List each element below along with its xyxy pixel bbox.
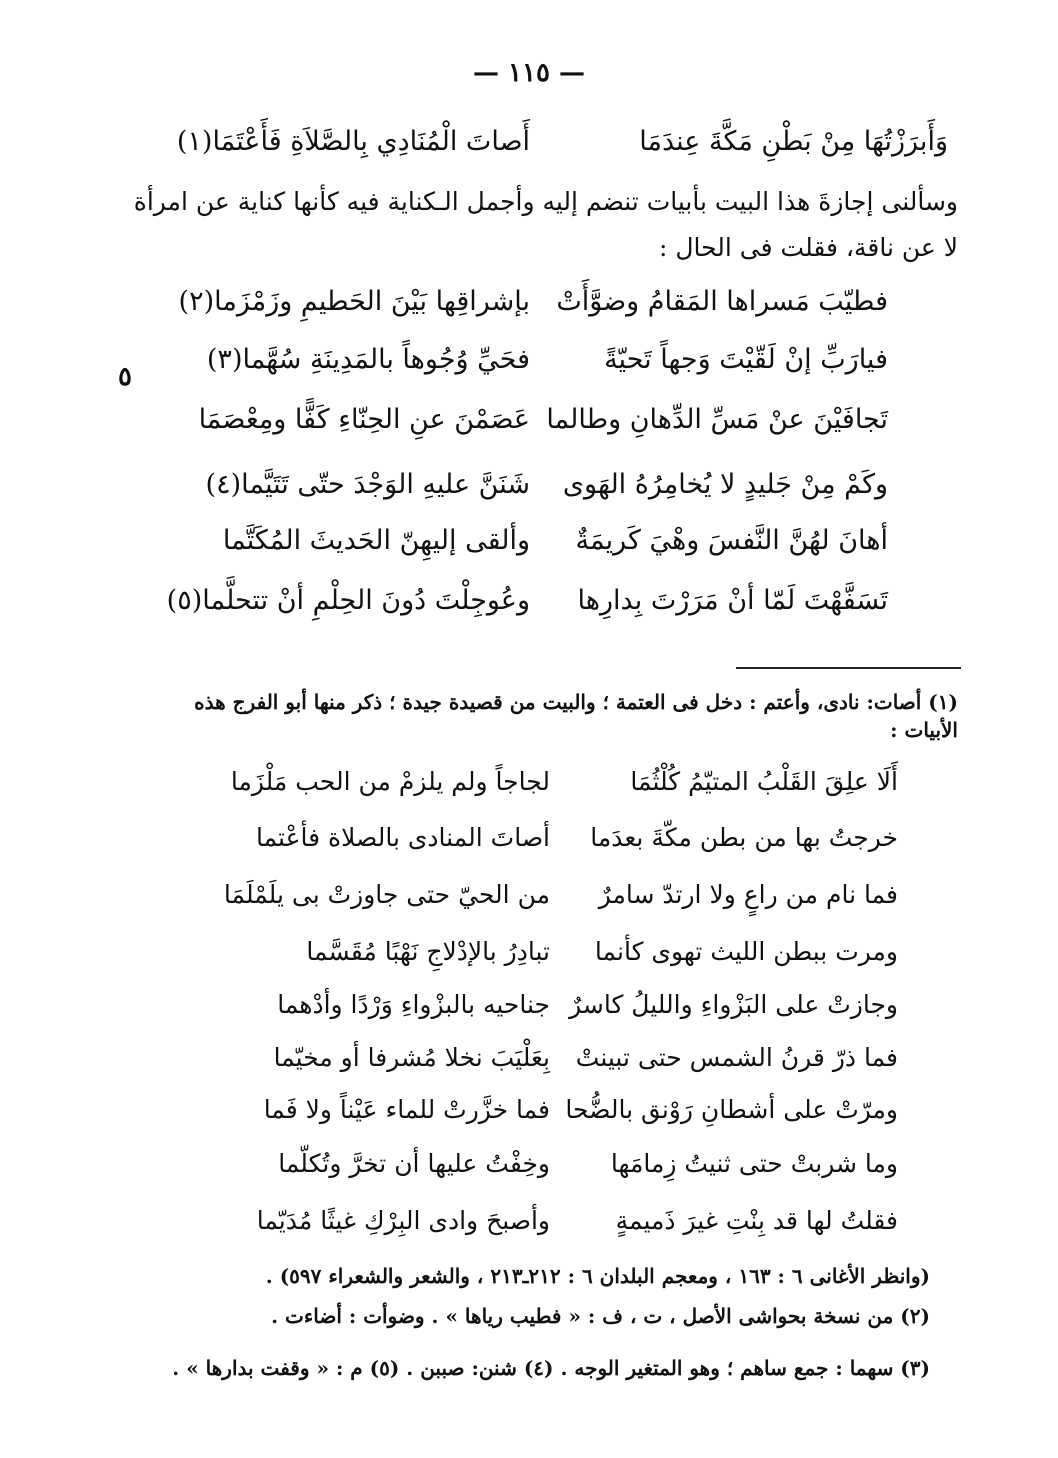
- poem-verse: [0, 342, 1058, 382]
- poem-verse: [0, 467, 1058, 507]
- opening-verse-second-hemistich: أَصاتَ الْمُنَادِي بِالصَّلاَةِ فَأَعْتَمَا(١): [176, 126, 530, 157]
- verse-first-hemistich: أهانَ لهُنَّ النَّفسَ وهْيَ كَريمَةٌ: [575, 525, 888, 556]
- verse-second-hemistich: بِعَلْيَبَ نخلا مُشرفا أو مخيّما: [273, 1043, 550, 1072]
- opening-verse: [0, 124, 1058, 164]
- footnote-verse: [0, 1146, 1058, 1180]
- verse-second-hemistich: وأصبحَ وادى البِرْكِ غيثًا مُدَيّما: [256, 1206, 550, 1235]
- verse-first-hemistich: تَجافَيْنَ عنْ مَسِّ الدِّهانِ وطالما: [546, 404, 888, 435]
- verse-second-hemistich: وألقى إليهِنّ الحَديثَ المُكَتَّما: [222, 525, 530, 556]
- page-number: — ١١٥ —: [472, 58, 586, 88]
- verse-second-hemistich: تبادِرُ بالإدْلاجِ نَهْبًا مُقَسَّما: [306, 937, 550, 966]
- verse-second-hemistich: بإشراقِها بَيْنَ الحَطيمِ وزَمْزَما(٢): [178, 286, 530, 317]
- verse-second-hemistich: شَنَنَّ عليهِ الوَجْدَ حتّى تَتَيَّما(٤): [205, 469, 530, 500]
- verse-first-hemistich: فما ذرّ قرنُ الشمس حتى تبينتْ: [575, 1043, 898, 1072]
- verse-second-hemistich: أصاتَ المنادى بالصلاة فأعْتما: [255, 823, 550, 852]
- footnote-verse: [0, 877, 1058, 911]
- verse-first-hemistich: ومرّتْ على أشطانِ رَوْنق بالضُّحا: [565, 1095, 898, 1124]
- verse-first-hemistich: فيارَبِّ إنْ لَقّيْتَ وَجهاً تَحيّةً: [604, 344, 888, 375]
- verse-second-hemistich: لجاجاً ولم يلزمْ من الحب مَلْزَما: [230, 767, 550, 796]
- footnote-verse: [0, 820, 1058, 854]
- footnote-verse: [0, 764, 1058, 798]
- verse-second-hemistich: وعُوجِلْتَ دُونَ الحِلْمِ أنْ تتحلَّما(٥): [166, 585, 530, 616]
- footnote-verse: [0, 1092, 1058, 1126]
- verse-second-hemistich: فحَيِّ وُجُوهاً بالمَدِينَةِ سُهَّما(٣): [206, 344, 530, 375]
- verse-first-hemistich: وما شربتْ حتى ثنيتُ زِمامَها: [610, 1149, 898, 1178]
- poem-verse: [0, 583, 1058, 623]
- verse-first-hemistich: خرجتُ بها من بطن مكّةَ بعدَما: [590, 823, 898, 852]
- footnote-1-reference: (وانظر الأغانى ٦ : ١٦٣ ، ومعجم البلدان ٦ : ٢١٢ـ٢١٣ ، والشعر والشعراء ٥٩٧) .: [265, 1264, 930, 1288]
- verse-first-hemistich: ومرت ببطن الليث تهوى كأنما: [594, 937, 898, 966]
- poem-verse: [0, 523, 1058, 563]
- footnote-verse: [0, 987, 1058, 1021]
- footnote-1-line-2: الأبيات :: [890, 718, 958, 742]
- poem-verse: [0, 284, 1058, 324]
- footnote-2: (٢) من نسخة بحواشى الأصل ، ت ، ف : « فطيب رياها » . وضوأت : أضاءت .: [271, 1304, 930, 1328]
- footnote-verse: [0, 1040, 1058, 1074]
- prose-line-1: وسألنى إجازةَ هذا البيت بأبيات تنضم إليه وأجمل الـكناية فيه كأنها كناية عن امرأة: [133, 187, 958, 216]
- verse-first-hemistich: وجازتْ على البَزْواءِ والليلُ كاسرٌ: [569, 990, 898, 1019]
- verse-second-hemistich: فما خزَّرتْ للماء عَيْناً ولا فَما: [263, 1095, 550, 1124]
- poem-verse: [0, 402, 1058, 442]
- margin-line-number: ٥: [118, 362, 132, 392]
- footnote-separator: [736, 667, 961, 669]
- opening-verse-first-hemistich: وَأَبرَزْتُهَا مِنْ بَطْنِ مَكَّةَ عِندَمَا: [639, 126, 948, 157]
- verse-second-hemistich: عَصَمْنَ عنِ الحِنّاءِ كَفًّا ومِعْصَمَا: [198, 404, 530, 435]
- footnote-1-line-1: (١) أصات: نادى، وأعتم : دخل فى العتمة ؛ والبيت من قصيدة جيدة ؛ ذكر منها أبو الفرج هذه: [194, 690, 958, 714]
- verse-second-hemistich: من الحيّ حتى جاوزتْ بى يلَمْلَمَا: [223, 880, 550, 909]
- verse-second-hemistich: وخِفْتُ عليها أن تخرَّ وتُكلّما: [278, 1149, 550, 1178]
- verse-first-hemistich: تَسَفَّهْتَ لَمّا أنْ مَرَرْتَ بِدارِها: [577, 585, 888, 616]
- verse-first-hemistich: فما نام من راعٍ ولا ارتدّ سامرٌ: [598, 880, 898, 909]
- footnote-verse: [0, 934, 1058, 968]
- verse-first-hemistich: وكَمْ مِنْ جَليدٍ لا يُخامِرُهُ الهَوى: [562, 469, 888, 500]
- footnote-3-4-5: (٣) سهما : جمع ساهم ؛ وهو المتغير الوجه . (٤) شنن: صببن . (٥) م : « وقفت بدارها » .: [172, 1356, 930, 1380]
- verse-first-hemistich: فقلتُ لها قد بِنْتِ غيرَ ذَميمةٍ: [615, 1206, 898, 1235]
- verse-first-hemistich: أَلَا علِقَ القَلْبُ المتيّمُ كُلْثُمَا: [630, 767, 898, 796]
- prose-line-2: لا عن ناقة، فقلت فى الحال :: [659, 233, 958, 262]
- footnote-verse: [0, 1203, 1058, 1237]
- verse-second-hemistich: جناحيه بالبزْواءِ وَرْدًا وأدْهما: [277, 990, 550, 1019]
- verse-first-hemistich: فطيّبَ مَسراها المَقامُ وضوَّأَتْ: [556, 286, 888, 317]
